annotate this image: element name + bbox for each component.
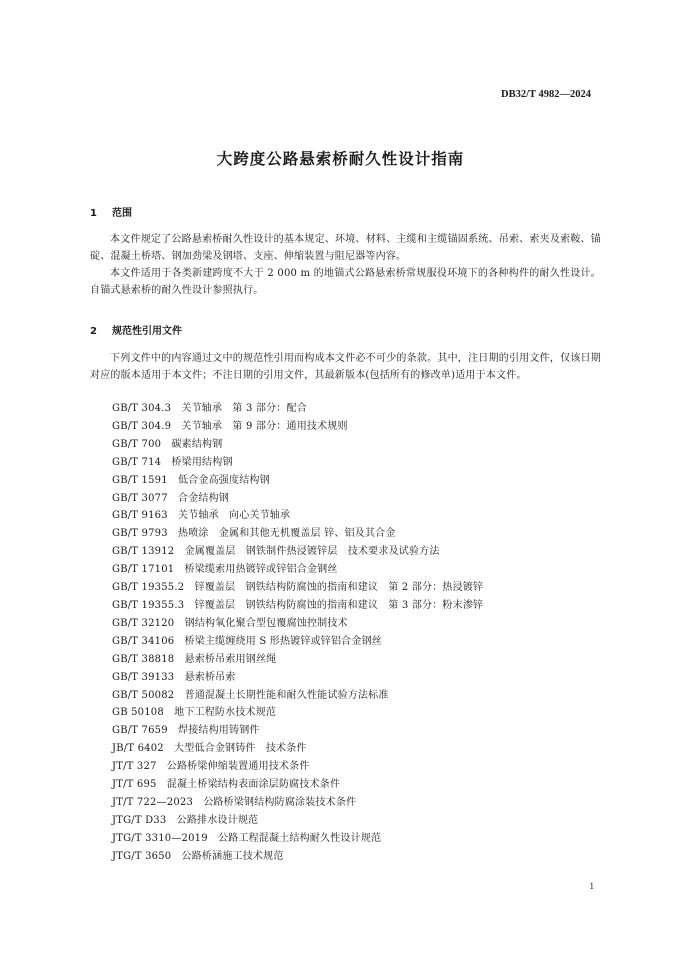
paragraph-scope-1: 本文件规定了公路悬索桥耐久性设计的基本规定、环境、材料、主缆和主缆锚固系统、吊索、索夹及索鞍、锚碇、混凝土桥塔、钢加劲梁及钢塔、支座、伸缩装置与阻尼器等内容。 bbox=[90, 234, 601, 262]
reference-item: GB/T 32120 钢结构氧化聚合型包覆腐蚀控制技术 bbox=[112, 617, 348, 629]
reference-item: JTG/T D33 公路排水设计规范 bbox=[112, 814, 259, 826]
section-heading-text: 范围 bbox=[112, 208, 132, 219]
reference-item: JTG/T 3650 公路桥涵施工技术规范 bbox=[112, 850, 284, 862]
reference-item: GB/T 9793 热喷涂 金属和其他无机覆盖层 锌、铝及其合金 bbox=[112, 528, 396, 540]
reference-item: GB/T 1591 低合金高强度结构钢 bbox=[112, 474, 270, 486]
reference-item: GB/T 34106 桥梁主缆缠绕用 S 形热镀锌或锌铝合金钢丝 bbox=[112, 635, 382, 647]
reference-item: GB/T 13912 金属覆盖层 钢铁制件热浸镀锌层 技术要求及试验方法 bbox=[112, 546, 440, 558]
section-heading-text: 规范性引用文件 bbox=[112, 326, 182, 337]
section-heading-normative-references bbox=[90, 322, 182, 337]
reference-item: GB/T 17101 桥梁缆索用热镀锌或锌铝合金钢丝 bbox=[112, 564, 338, 576]
reference-item: GB/T 7659 焊接结构用铸钢件 bbox=[112, 725, 260, 737]
reference-item: JTG/T 3310—2019 公路工程混凝土结构耐久性设计规范 bbox=[112, 832, 382, 844]
reference-item: GB/T 19355.2 锌覆盖层 钢铁结构防腐蚀的指南和建议 第 2 部分：热浸镀锌 bbox=[112, 582, 484, 594]
reference-item: JT/T 327 公路桥梁伸缩装置通用技术条件 bbox=[112, 761, 310, 773]
paragraph-scope-2: 本文件适用于各类新建跨度不大于 2 000 m 的地锚式公路悬索桥常规服役环境下的各种构件的耐久性设计。自锚式悬索桥的耐久性设计参照执行。 bbox=[90, 268, 601, 296]
document-title: 大跨度公路悬索桥耐久性设计指南 bbox=[216, 150, 465, 168]
reference-item: GB/T 19355.3 锌覆盖层 钢铁结构防腐蚀的指南和建议 第 3 部分：粉末渗锌 bbox=[112, 599, 484, 611]
reference-item: GB 50108 地下工程防水技术规范 bbox=[112, 707, 277, 719]
reference-item: GB/T 9163 关节轴承 向心关节轴承 bbox=[112, 510, 291, 522]
reference-item: GB/T 39133 悬索桥吊索 bbox=[112, 671, 236, 683]
section-number: 1 bbox=[90, 208, 97, 219]
reference-item: GB/T 50082 普通混凝土长期性能和耐久性能试验方法标准 bbox=[112, 689, 389, 701]
document-code: DB32/T 4982—2024 bbox=[501, 89, 591, 100]
reference-item: JT/T 695 混凝土桥梁结构表面涂层防腐技术条件 bbox=[112, 779, 341, 791]
reference-item: GB/T 714 桥梁用结构钢 bbox=[112, 456, 233, 468]
reference-item: JT/T 722—2023 公路桥梁钢结构防腐涂装技术条件 bbox=[112, 796, 357, 808]
reference-item: GB/T 700 碳素结构钢 bbox=[112, 438, 223, 450]
reference-item: GB/T 304.3 关节轴承 第 3 部分：配合 bbox=[112, 403, 307, 414]
reference-item: GB/T 3077 合金结构钢 bbox=[112, 492, 230, 504]
reference-list bbox=[112, 400, 483, 866]
page-number: 1 bbox=[589, 881, 594, 891]
reference-item: GB/T 38818 悬索桥吊索用钢丝绳 bbox=[112, 653, 277, 665]
reference-item: JB/T 6402 大型低合金钢铸件 技术条件 bbox=[112, 743, 307, 755]
section-heading-scope bbox=[90, 204, 132, 219]
reference-item: GB/T 304.9 关节轴承 第 9 部分：通用技术规则 bbox=[112, 420, 348, 432]
paragraph-references-intro: 下列文件中的内容通过文中的规范性引用而构成本文件必不可少的条款。其中，注日期的引用文件，仅该日期对应的版本适用于本文件；不注日期的引用文件，其最新版本(包括所有的修改单)适用于本文件。 bbox=[90, 353, 601, 381]
section-number: 2 bbox=[90, 326, 97, 337]
